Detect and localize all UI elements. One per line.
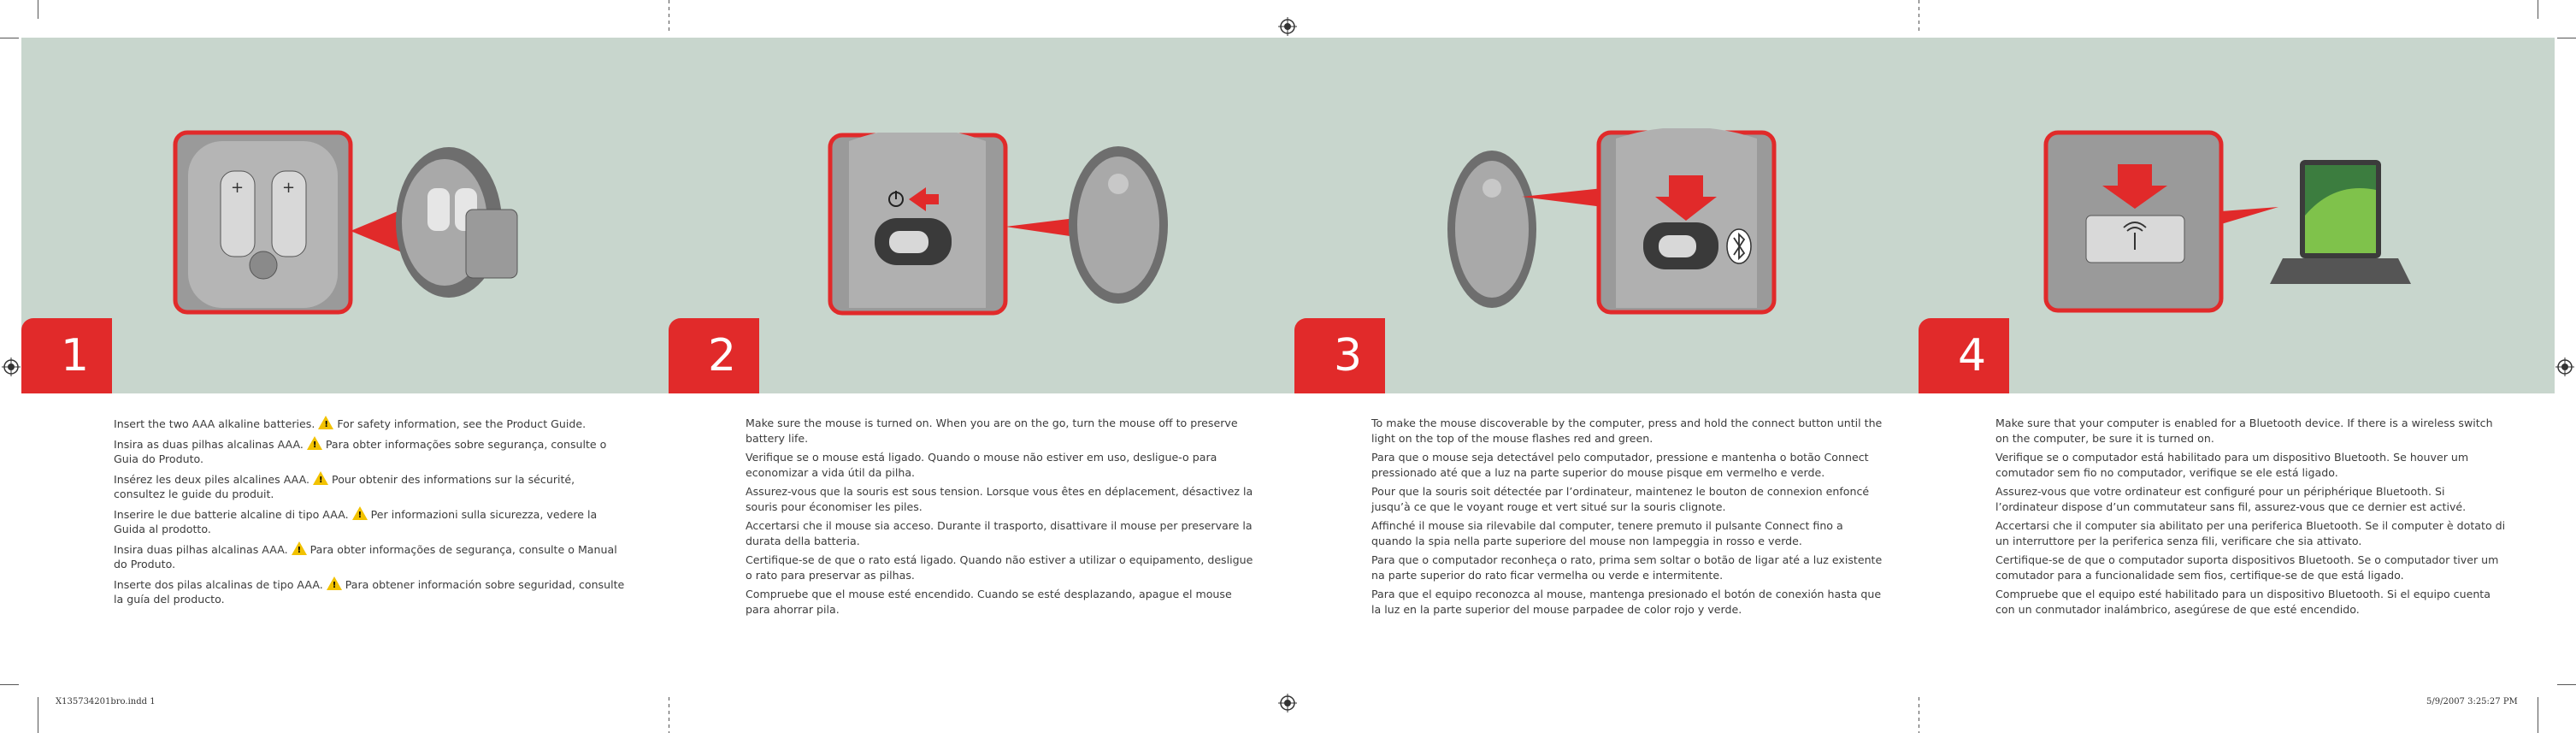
instruction-it: Accertarsi che il computer sia abilitato per una periferica Bluetooth. Se il computer è dotato di un interruttore per la periferica senza fili, verificare che sia attivato. — [1995, 519, 2506, 547]
instruction-es: Para que el equipo reconozca al mouse, mantenga presionado el botón de conexión hasta que la luz en la parte superior del mouse parpadee de color rojo y verde. — [1371, 588, 1882, 616]
file-slug: X135734201bro.indd 1 — [56, 697, 156, 706]
crop-mark — [0, 684, 19, 685]
svg-text:+: + — [231, 179, 245, 197]
power-switch-illustration — [828, 133, 1170, 316]
warning-icon — [313, 471, 328, 485]
instruction-en: Make sure that your computer is enabled for a Bluetooth device. If there is a wireless switch on the computer, be sure it is turned on. — [1995, 417, 2493, 445]
instruction-en: Insert the two AAA alkaline batteries.! For safety information, see the Product Guide. — [114, 416, 627, 432]
step-2-instructions — [746, 416, 1259, 621]
connect-button-illustration — [1445, 128, 1783, 316]
laptop-wireless-illustration — [2043, 130, 2420, 314]
instruction-pt: Para que o computador reconheça o rato, prima sem soltar o botão de ligar até a luz existente na parte superior do rato ficar vermelha ou verde e intermitente. — [1371, 553, 1883, 582]
instruction-es: Inserte dos pilas alcalinas de tipo AAA.! Para obtener información sobre seguridad, consulte la guía del producto. — [114, 576, 627, 607]
instruction-es: Compruebe que el equipo esté habilitado para un dispositivo Bluetooth. Si el equipo cuenta con un conmutador inalámbrico, asegúrese de que esté encendido. — [1995, 588, 2491, 616]
registration-mark-icon — [2, 358, 21, 376]
instruction-en: Make sure the mouse is turned on. When you are on the go, turn the mouse off to preserve battery life. — [746, 417, 1238, 445]
step-1-instructions — [114, 416, 627, 612]
instruction-es: Compruebe que el mouse esté encendido. Cuando se esté desplazando, apague el mouse para ahorrar pila. — [746, 588, 1232, 616]
instruction-pt: Certifique-se de que o computador suporta dispositivos Bluetooth. Se o computador tiver um comutador para a funcionalidade sem fios, certifique-se de que está ligado. — [1995, 553, 2499, 582]
step-number-badge: 1 — [21, 318, 112, 393]
step-4-instructions — [1995, 416, 2508, 621]
registration-mark-icon — [1278, 694, 1297, 712]
svg-text:+: + — [282, 179, 296, 197]
registration-mark-icon — [1278, 17, 1297, 36]
instruction-it: Accertarsi che il mouse sia acceso. Durante il trasporto, disattivare il mouse per preservare la durata della batteria. — [746, 519, 1253, 547]
warning-icon — [352, 506, 368, 520]
warning-icon — [292, 541, 307, 555]
instruction-fr: Assurez-vous que votre ordinateur est configuré pour un périphérique Bluetooth. Si l’ordinateur dispose d’un commutateur sans fil, assurez-vous que ce dernier est activé. — [1995, 485, 2467, 513]
instruction-pt-br: Para que o mouse seja detectável pelo computador, pressione e mantenha o botão Connect pressionado até que a luz na parte superior do mouse pisque em vermelho e verde. — [1371, 451, 1869, 479]
bluetooth-icon — [1727, 229, 1751, 263]
step-3-instructions — [1371, 416, 1884, 621]
instruction-pt-br: Insira as duas pilhas alcalinas AAA.! Para obter informações sobre segurança, consulte o Guia do Produto. — [114, 436, 627, 467]
step-number-badge: 3 — [1294, 318, 1385, 393]
crop-mark — [2557, 684, 2576, 685]
print-timestamp: 5/9/2007 3:25:27 PM — [2426, 697, 2518, 706]
instruction-fr: Assurez-vous que la souris est sous tension. Lorsque vous êtes en déplacement, désactivez la souris pour économiser les piles. — [746, 485, 1253, 513]
instruction-it: Affinché il mouse sia rilevabile dal computer, tenere premuto il pulsante Connect fino a quando la spia nella parte superiore del mouse non lampeggia in rosso e verde. — [1371, 519, 1843, 547]
warning-icon — [307, 436, 322, 450]
battery-install-illustration — [171, 128, 539, 316]
step-number-badge: 4 — [1919, 318, 2009, 393]
instruction-pt: Insira duas pilhas alcalinas AAA.! Para obter informações de segurança, consulte o Manual do Produto. — [114, 541, 627, 572]
instruction-fr: Insérez les deux piles alcalines AAA.! Pour obtenir des informations sur la sécurité, consultez le guide du produit. — [114, 471, 627, 502]
warning-icon — [318, 416, 333, 429]
instruction-en: To make the mouse discoverable by the computer, press and hold the connect button until the light on the top of the mouse flashes red and green. — [1371, 417, 1883, 445]
warning-icon — [327, 576, 342, 590]
instruction-fr: Pour que la souris soit détectée par l’ordinateur, maintenez le bouton de connexion enfoncé jusqu’à ce que le voyant rouge et vert situé sur la souris clignote. — [1371, 485, 1870, 513]
instruction-pt-br: Verifique se o computador está habilitado para um dispositivo Bluetooth. Se houver um comutador sem fio no computador, verifique se ele está ligado. — [1995, 451, 2469, 479]
instruction-pt-br: Verifique se o mouse está ligado. Quando o mouse não estiver em uso, desligue-o para economizar a vida útil da pilha. — [746, 451, 1217, 479]
instruction-it: Inserire le due batterie alcaline di tipo AAA.! Per informazioni sulla sicurezza, vedere la Guida al prodotto. — [114, 506, 627, 537]
registration-mark-icon — [2555, 358, 2574, 376]
step-number-badge: 2 — [669, 318, 759, 393]
instruction-pt: Certifique-se de que o rato está ligado. Quando não estiver a utilizar o equipamento, desligue o rato para preservar as pilhas. — [746, 553, 1253, 582]
